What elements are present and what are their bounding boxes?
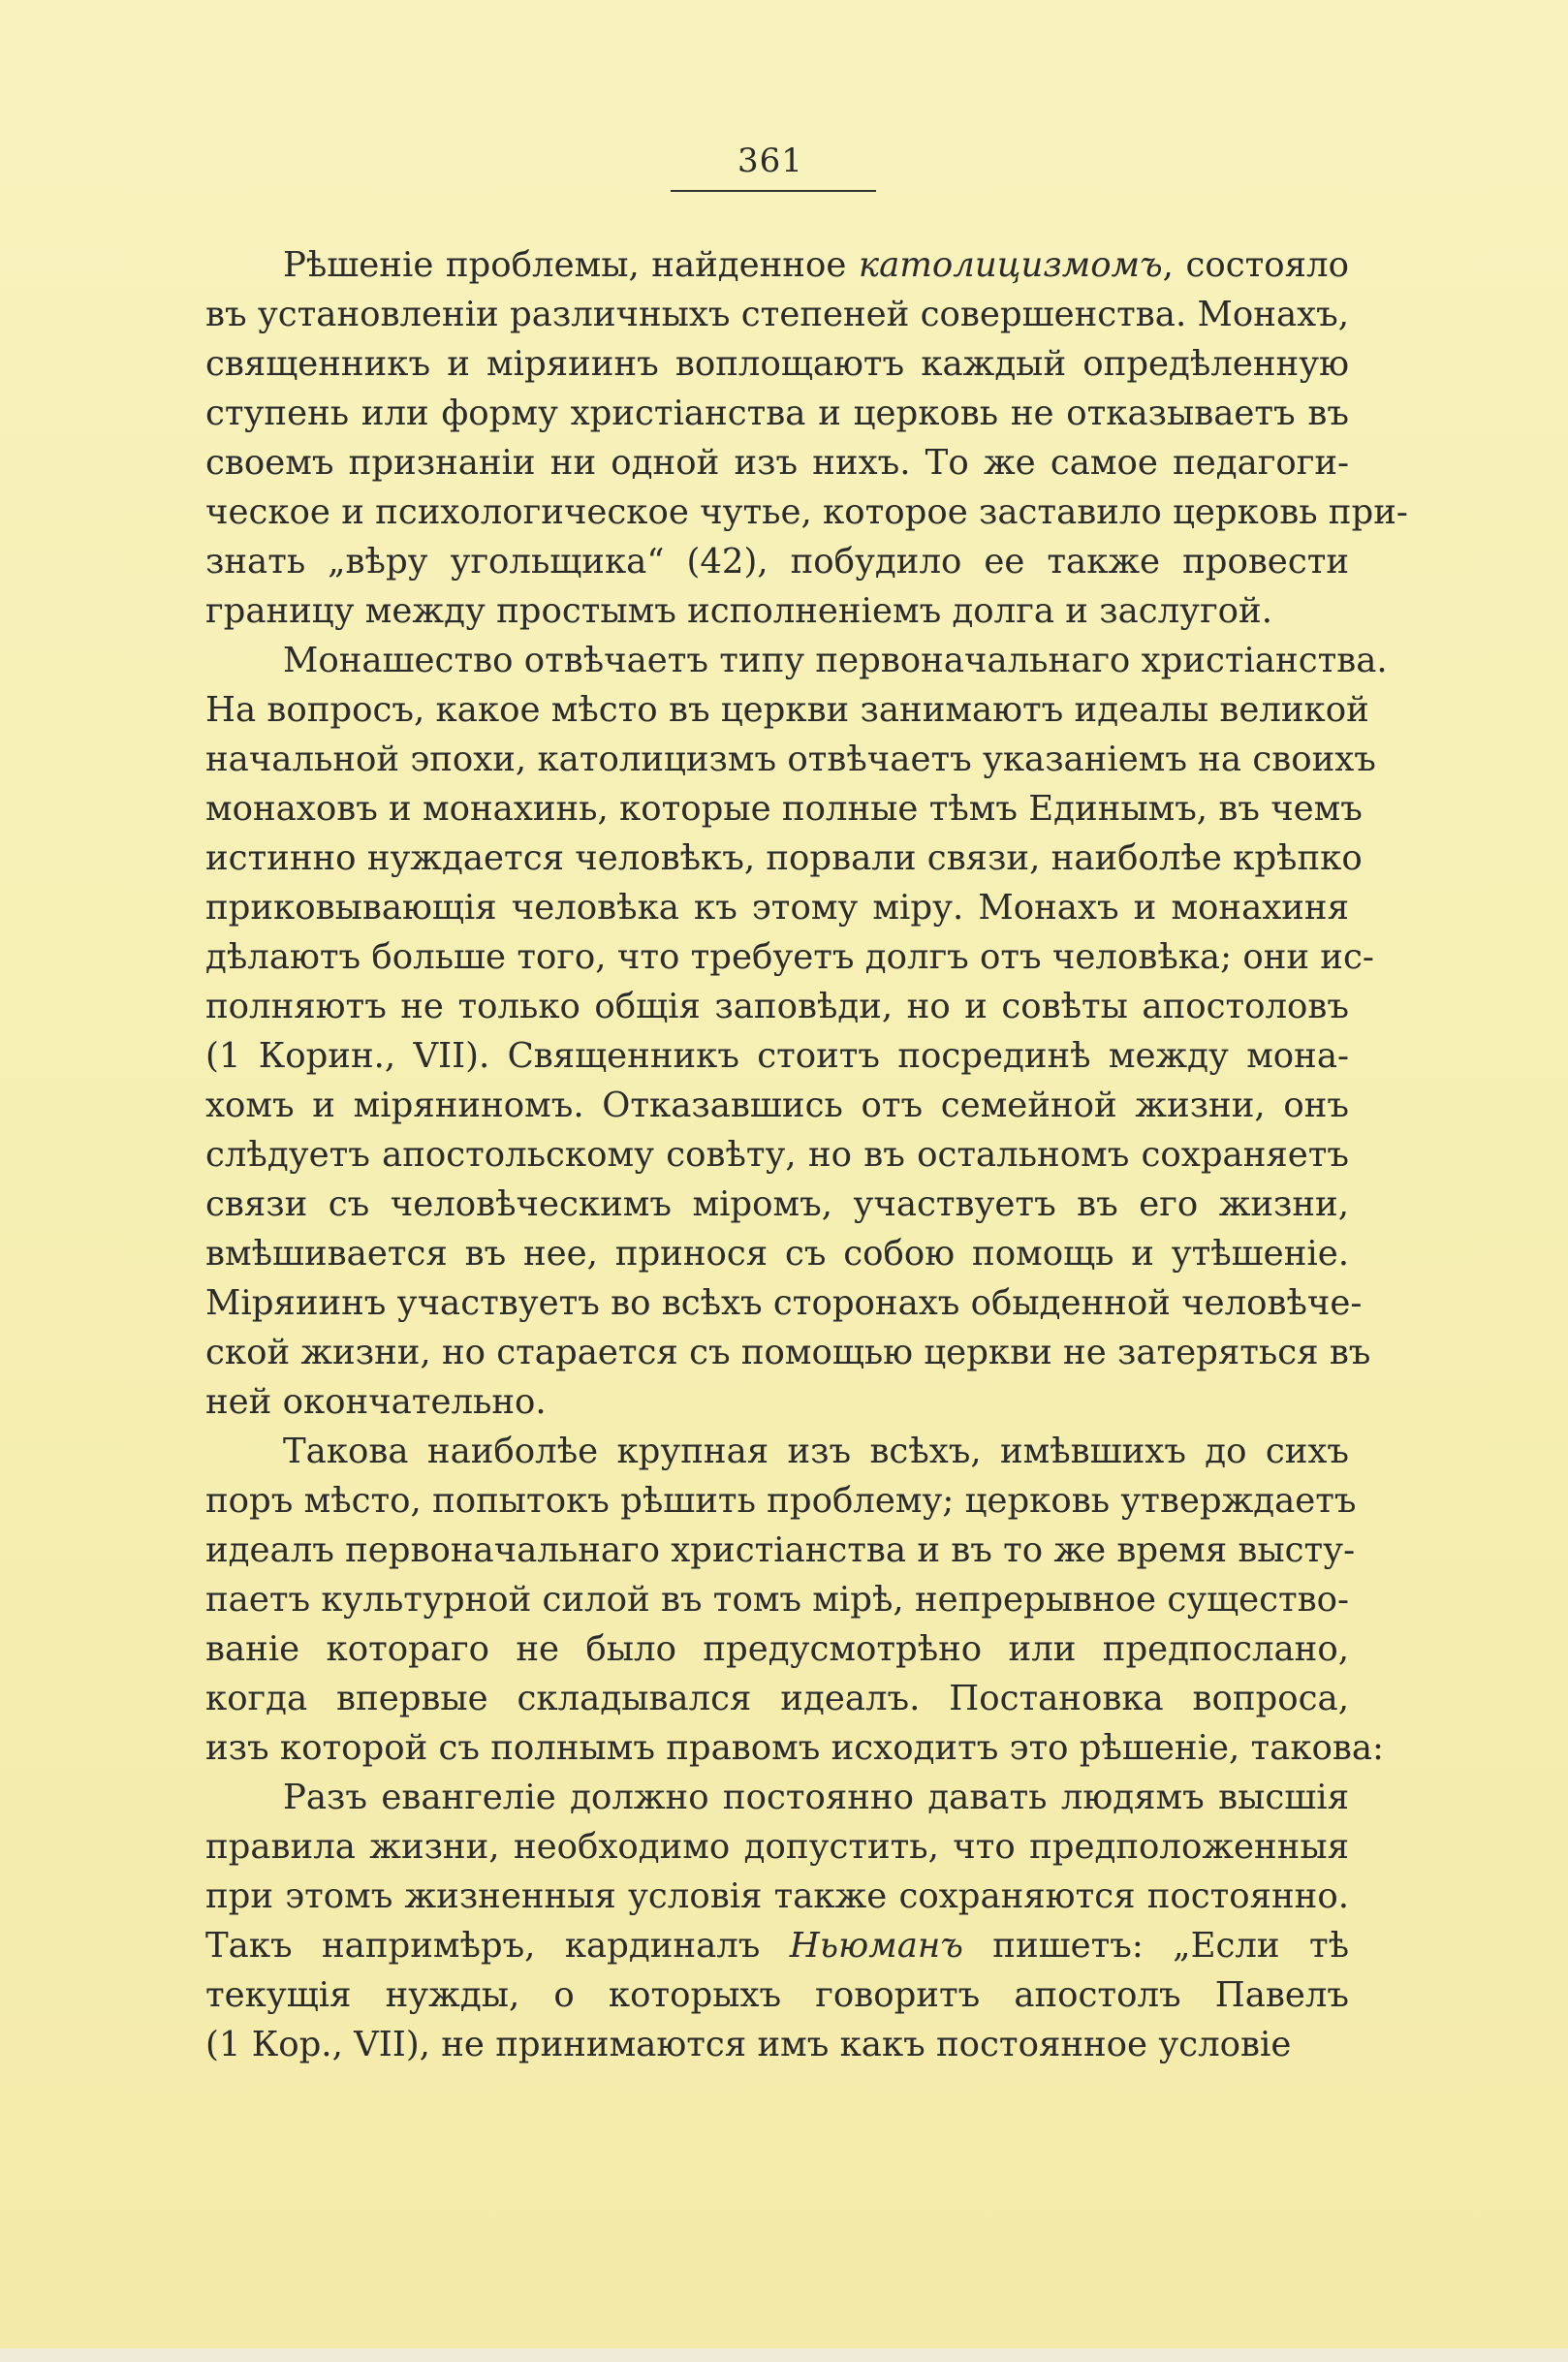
text-line (205, 1130, 1349, 1180)
text-run: истинно нуждается человѣкъ, порвали связи, наиболѣе крѣпко (205, 838, 1363, 878)
text-line (205, 2020, 1349, 2069)
text-run: , состояло (1162, 245, 1349, 285)
text-run: дѣлаютъ больше того, что требуетъ долгъ отъ человѣка; они ис- (205, 937, 1374, 977)
text-line (205, 1476, 1357, 1526)
text-line (205, 1278, 1363, 1328)
text-run: На вопросъ, какое мѣсто въ церкви занимаютъ идеалы великой (205, 690, 1369, 730)
text-run: (1 Корин., VII). Священникъ стоитъ посрединѣ между мона- (205, 1036, 1349, 1076)
text-run: хомъ и міряниномъ. Отказавшись отъ семейной жизни, онъ (205, 1086, 1349, 1125)
text-line (205, 438, 1349, 488)
text-run: знать „вѣру угольщика“ (42), побудило ее также провести (205, 542, 1349, 582)
body-text (205, 240, 1408, 2069)
text-line (205, 1970, 1349, 2020)
text-line (205, 1328, 1371, 1377)
text-line (205, 1921, 1349, 1970)
text-line (205, 784, 1363, 834)
text-line (205, 1773, 1349, 1822)
text-line (205, 1723, 1384, 1773)
text-run: вмѣшивается въ нее, принося съ собою помощь и утѣшеніе. (205, 1234, 1349, 1274)
text-line (205, 982, 1349, 1031)
text-line (205, 240, 1349, 290)
text-line (205, 1624, 1349, 1674)
text-run: ской жизни, но старается съ помощью церкви не затеряться въ (205, 1333, 1371, 1372)
text-line (205, 339, 1349, 389)
text-run: приковывающія человѣка къ этому міру. Монахъ и монахиня (205, 888, 1349, 928)
text-run: своемъ признаніи ни одной изъ нихъ. То же самое педагоги- (205, 443, 1349, 483)
text-run: полняютъ не только общія заповѣди, но и совѣты апостоловъ (205, 987, 1349, 1026)
text-line (205, 586, 1349, 636)
page-number: 361 (737, 142, 803, 180)
text-run: монаховъ и монахинь, которые полные тѣмъ Единымъ, въ чемъ (205, 789, 1363, 829)
text-run: (1 Кор., VII), не принимаются имъ какъ постоянное условіе (205, 2025, 1292, 2064)
text-run: поръ мѣсто, попытокъ рѣшить проблему; церковь утверждаетъ (205, 1481, 1357, 1521)
text-run: Рѣшеніе проблемы, найденное (283, 245, 859, 285)
text-line (205, 1822, 1349, 1872)
text-line (205, 1377, 1349, 1427)
text-line (205, 685, 1369, 735)
page-number-rule (671, 190, 876, 192)
text-run: ступень или форму христіанства и церковь не отказываетъ въ (205, 394, 1349, 433)
text-line (205, 1180, 1349, 1229)
text-run: Такъ напримѣръ, кардиналъ (205, 1926, 790, 1966)
text-line (205, 1674, 1349, 1723)
text-line (205, 1575, 1349, 1624)
text-line (205, 1229, 1349, 1278)
text-line (205, 537, 1349, 586)
text-run: ческое и психологическое чутье, которое заставило церковь при- (205, 492, 1408, 532)
text-line (205, 1872, 1349, 1921)
text-line (205, 883, 1349, 932)
text-run: когда впервые складывался идеалъ. Постановка вопроса, (205, 1679, 1349, 1718)
paragraph (205, 240, 1408, 636)
text-line (205, 636, 1388, 685)
text-run: текущія нужды, о которыхъ говоритъ апостолъ Павелъ (205, 1975, 1349, 2015)
paragraph (205, 1773, 1349, 2069)
text-line (205, 290, 1349, 339)
text-line (205, 932, 1374, 982)
text-line (205, 834, 1363, 883)
text-run: въ установленіи различныхъ степеней совершенства. Монахъ, (205, 295, 1349, 334)
italic-run: католицизмомъ (858, 245, 1163, 285)
text-line (205, 389, 1349, 438)
text-run: при этомъ жизненныя условія также сохраняются постоянно. (205, 1876, 1349, 1916)
text-line (205, 1427, 1349, 1476)
text-run: священникъ и міряиинъ воплощаютъ каждый опредѣленную (205, 344, 1349, 384)
text-run: ней окончательно. (205, 1382, 547, 1422)
text-run: правила жизни, необходимо допустить, что предположенныя (205, 1827, 1349, 1867)
text-line (205, 1031, 1349, 1081)
text-line (205, 1526, 1356, 1575)
paragraph (205, 1427, 1384, 1773)
text-run: Разъ евангеліе должно постоянно давать людямъ высшія (283, 1778, 1349, 1817)
text-run: ваніе котораго не было предусмотрѣно или предпослано, (205, 1629, 1349, 1669)
italic-run: Ньюманъ (789, 1926, 963, 1966)
text-line (205, 488, 1408, 537)
text-run: границу между простымъ исполненіемъ долга и заслугой. (205, 591, 1272, 631)
text-run: Міряиинъ участвуетъ во всѣхъ сторонахъ обыденной человѣче- (205, 1283, 1363, 1323)
text-run: пишетъ: „Если тѣ (962, 1926, 1349, 1966)
text-run: Такова наиболѣе крупная изъ всѣхъ, имѣвшихъ до сихъ (283, 1432, 1349, 1471)
text-run: начальной эпохи, католицизмъ отвѣчаетъ указаніемъ на своихъ (205, 740, 1376, 779)
text-run: связи съ человѣческимъ міромъ, участвуетъ въ его жизни, (205, 1184, 1349, 1224)
text-line (205, 735, 1376, 784)
page-edge (0, 2348, 1568, 2362)
text-run: паетъ культурной силой въ томъ мірѣ, непрерывное существо- (205, 1580, 1349, 1620)
paragraph (205, 636, 1388, 1427)
text-run: идеалъ первоначальнаго христіанства и въ то же время высту- (205, 1530, 1356, 1570)
text-line (205, 1081, 1349, 1130)
text-run: слѣдуетъ апостольскому совѣту, но въ остальномъ сохраняетъ (205, 1135, 1349, 1175)
text-run: изъ которой съ полнымъ правомъ исходитъ это рѣшеніе, такова: (205, 1728, 1384, 1768)
text-run: Монашество отвѣчаетъ типу первоначальнаго христіанства. (283, 641, 1388, 680)
